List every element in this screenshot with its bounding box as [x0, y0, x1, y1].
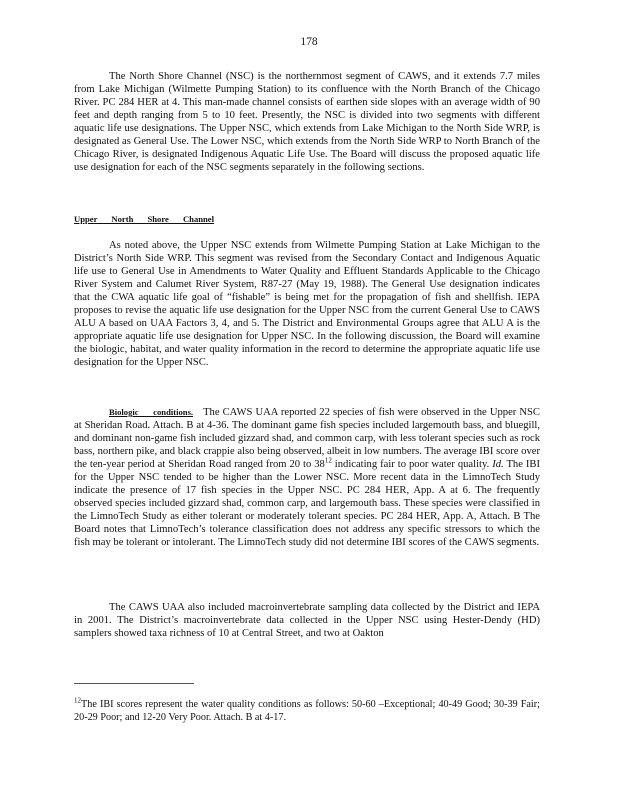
- biologic-text-part-3: The IBI for the Upper NSC tended to be higher than the Lower NSC. More recent data in the LimnoTech Study indicate the presence of 17 fish species in the Upper NSC. PC 284 HER, App. A at 6. The frequently observed species included gizzard shad, common carp, and largemouth bass. These species were classified in the LimnoTech Study as either tolerant or moderately tolerant species. PC 284 HER, App. A, Attach. B The Board notes that LimnoTech’s tolerance classification does not address any specific stressors to which the fish may be tolerant or intolerant. The LimnoTech study did not determine IBI scores of the CAWS segments.: [74, 459, 540, 549]
- paragraph-macroinvertebrate: The CAWS UAA also included macroinvertebrate sampling data collected by the District and IEPA in 2001. The District’s macroinvertebrate data collected in the Upper NSC using Hester-Dendy (HD) samplers showed taxa richness of 10 at Central Street, and two at Oakton: [74, 602, 540, 640]
- paragraph-biologic-conditions: [74, 406, 540, 550]
- footnote-divider: [74, 683, 194, 684]
- paragraph-nsc-overview: The North Shore Channel (NSC) is the northernmost segment of CAWS, and it extends 7.7 miles from Lake Michigan (Wilmette Pumping Station) to its confluence with the North Branch of the Chicago River. PC 284 HER at 4. This man-made channel consists of earthen side slopes with an average width of 90 feet and depth ranging from 5 to 10 feet. Presently, the NSC is divided into two segments with different aquatic life use designations. The Upper NSC, which extends from Lake Michigan to the North Side WRP, is designated as General Use. The Lower NSC, which extends from the North Side WRP to North Branch of the Chicago River, is designated Indigenous Aquatic Life Use. The Board will discuss the proposed aquatic life use designation for each of the NSC segments separately in the following sections.: [74, 71, 540, 174]
- paragraph-upper-nsc-designation: As noted above, the Upper NSC extends from Wilmette Pumping Station at Lake Michigan to the District’s North Side WRP. This segment was revised from the Secondary Contact and Indigenous Aquatic life use to General Use in Amendments to Water Quality and Effluent Standards Applicable to the Chicago River System and Calumet River System, R87-27 (May 19, 1988). The General Use designation indicates that the CWA aquatic life goal of “fishable” is being met for the propagation of fish and shellfish. IEPA proposes to revise the aquatic life use designation for the Upper NSC from the current General Use to CAWS ALU A based on UAA Factors 3, 4, and 5. The District and Environmental Groups agree that ALU A is the appropriate aquatic life use designation for Upper NSC. In the following discussion, the Board will examine the biologic, habitat, and water quality information in the record to determine the appropriate aquatic life use designation for the Upper NSC.: [74, 240, 540, 369]
- citation-id: Id.: [492, 459, 504, 471]
- subheading-biologic-conditions: Biologic conditions.: [109, 407, 194, 417]
- biologic-text-part-1: The CAWS UAA reported 22 species of fish were observed in the Upper NSC at Sheridan Road. Attach. B at 4-36. The dominant game fish species included largemouth bass, and bluegill, and dominant non-game fish included gizzard shad, and common carp, with less tolerant species such as rock bass, northern pike, and black crappie also being observed, albeit in low numbers. The average IBI score over the ten-year period at Sheridan Road ranged from 20 to 38: [74, 407, 540, 471]
- page-number: 178: [300, 36, 318, 48]
- footnote-mark: 12: [74, 696, 81, 705]
- footnote-12: [74, 698, 540, 724]
- footnote-reference: 12: [324, 456, 332, 465]
- footnote-text: The IBI scores represent the water quality conditions as follows: 50-60 –Exceptional; 40-49 Good; 30-39 Fair; 20-29 Poor; and 12-20 Very Poor. Attach. B at 4-17.: [74, 699, 540, 723]
- biologic-text-part-2: indicating fair to poor water quality.: [331, 459, 493, 471]
- section-heading-upper-nsc: Upper North Shore Channel: [74, 214, 215, 224]
